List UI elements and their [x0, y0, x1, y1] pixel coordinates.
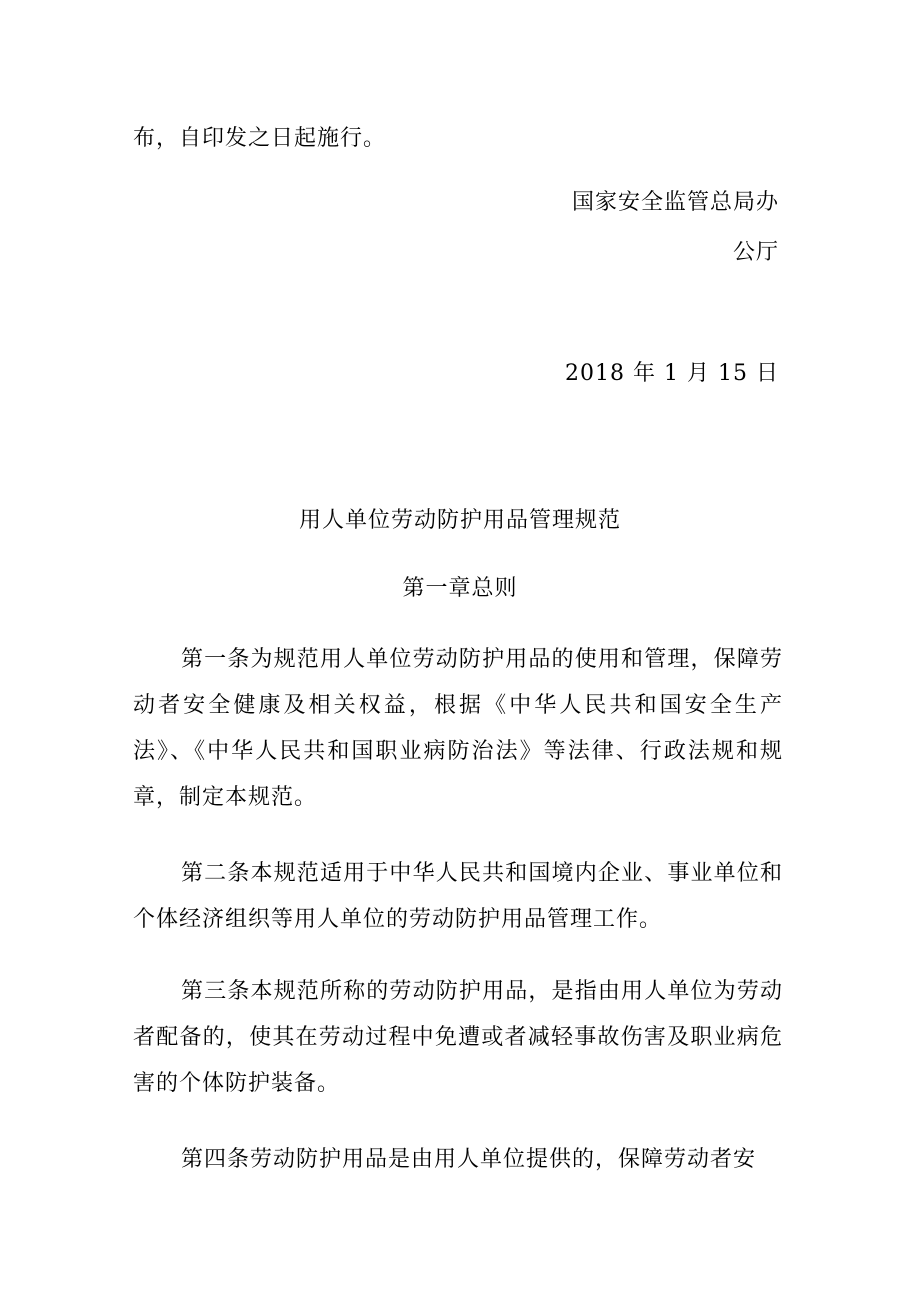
article-1: 第一条为规范用人单位劳动防护用品的使用和管理，保障劳动者安全健康及相关权益，根据《中华人民共和国安全生产法》、《中华人民共和国职业病防治法》等法律、行政法规和规章，制定本规范。	[133, 647, 783, 810]
chapter-heading: 第一章总则	[402, 576, 518, 601]
continuation-paragraph: 布，自印发之日起施行。	[133, 126, 387, 151]
article-2: 第二条本规范适用于中华人民共和国境内企业、事业单位和个体经济组织等用人单位的劳动防护用品管理工作。	[133, 861, 783, 932]
article-3: 第三条本规范所称的劳动防护用品，是指由用人单位为劳动者配备的，使其在劳动过程中免遭或者减轻事故伤害及职业病危害的个体防护装备。	[133, 979, 783, 1096]
issuer-line-1: 国家安全监管总局办	[571, 190, 779, 215]
issuer-line-2: 公厅	[732, 240, 779, 265]
article-4: 第四条劳动防护用品是由用人单位提供的，保障劳动者安	[181, 1147, 757, 1172]
document-title: 用人单位劳动防护用品管理规范	[298, 508, 621, 533]
signature-date: 2018 年 1 月 15 日	[565, 361, 779, 386]
